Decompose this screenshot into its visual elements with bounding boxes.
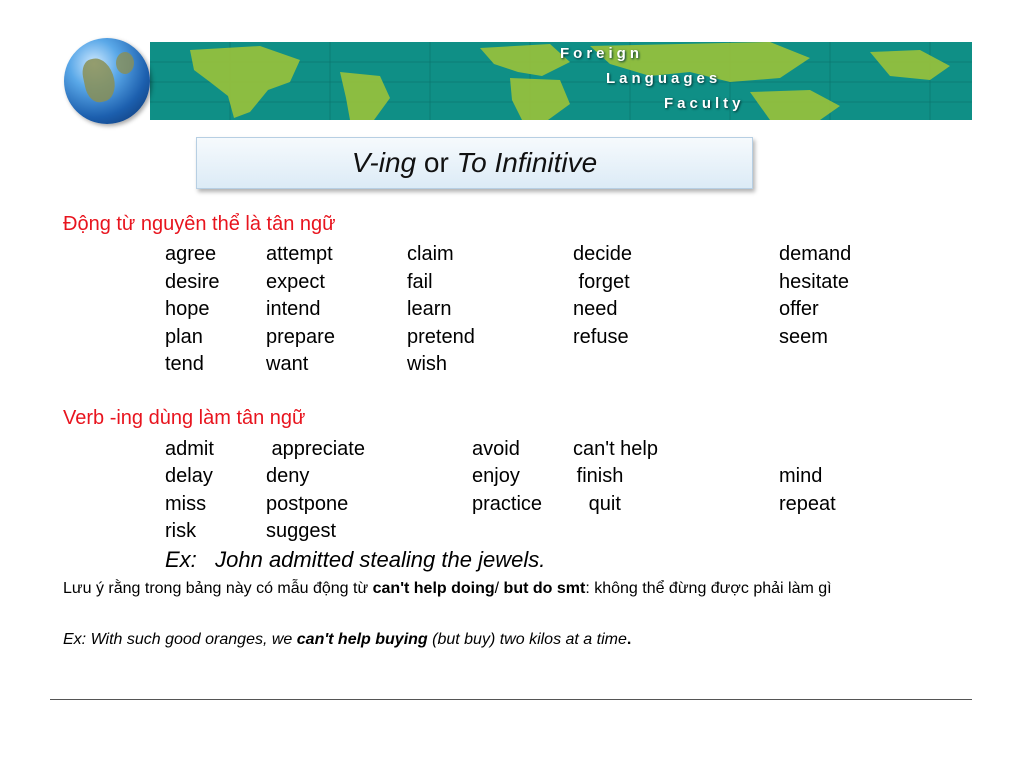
example2-end: . (626, 631, 632, 648)
section2-heading: Verb -ing dùng làm tân ngữ (63, 407, 306, 429)
s1-word: need (573, 298, 618, 320)
s2-word: mind (779, 465, 823, 487)
banner-line-languages: Languages (606, 70, 722, 87)
s1-word: plan (165, 326, 203, 348)
s2-word: miss (165, 493, 207, 515)
s1-word: want (266, 353, 309, 375)
s1-word: refuse (573, 326, 629, 348)
section1-heading: Động từ nguyên thể là tân ngữ (63, 213, 336, 235)
s1-word: attempt (266, 243, 333, 265)
s1-word: prepare (266, 326, 335, 348)
s1-word: wish (407, 353, 448, 375)
example-sentence-1: Ex: John admitted stealing the jewels. (165, 547, 546, 572)
footer-divider (50, 699, 972, 700)
s1-word: fail (407, 271, 433, 293)
note-prefix: Lưu ý rằng trong bảng này có mẫu động từ (63, 580, 373, 597)
s1-word: decide (573, 243, 632, 265)
s2-word: finish (560, 465, 624, 487)
s1-word: claim (407, 243, 454, 265)
s1-word: pretend (407, 326, 475, 348)
example-sentence-2 (63, 631, 631, 649)
title-part1: V-ing (351, 147, 417, 178)
s2-word: risk (165, 520, 197, 542)
s1-word: desire (165, 271, 220, 293)
s1-word: agree (165, 243, 217, 265)
s1-word: forget (573, 271, 630, 293)
s1-word: seem (779, 326, 828, 348)
header-banner (50, 28, 972, 130)
banner-line-foreign: Foreign (560, 45, 643, 62)
s1-word: demand (779, 243, 852, 265)
note-bold-phrase-2: but do smt (503, 580, 586, 597)
s2-word: quit (572, 493, 621, 515)
example2-prefix: Ex: With such good oranges, we (63, 631, 297, 648)
s1-word: intend (266, 298, 321, 320)
example2-suffix: (but buy) two kilos at a time (427, 631, 627, 648)
s1-word: offer (779, 298, 819, 320)
s2-word: suggest (266, 520, 337, 542)
note-bold-phrase-1: can't help doing (372, 580, 495, 597)
s2-word: delay (165, 465, 213, 487)
s1-word: expect (266, 271, 325, 293)
s2-word: can't help (573, 438, 658, 460)
s2-word: appreciate (266, 438, 365, 460)
s2-word: enjoy (472, 465, 520, 487)
s2-word: avoid (472, 438, 520, 460)
title-connector: or (416, 147, 457, 178)
s2-word: practice (472, 493, 543, 515)
s2-word: postpone (266, 493, 349, 515)
s1-word: hope (165, 298, 210, 320)
s1-word: hesitate (779, 271, 850, 293)
s2-word: admit (165, 438, 214, 460)
slide-title (196, 137, 753, 189)
s2-word: repeat (779, 493, 836, 515)
note-suffix: : không thể đừng được phải làm gì (585, 580, 832, 597)
note-separator: / (494, 580, 504, 597)
title-part2: To Infinitive (456, 147, 598, 178)
s2-word: deny (266, 465, 310, 487)
example2-bold: can't help buying (296, 631, 428, 648)
globe-icon (64, 38, 150, 124)
s1-word: learn (407, 298, 452, 320)
usage-note (63, 578, 963, 600)
s1-word: tend (165, 353, 204, 375)
banner-line-faculty: Faculty (664, 95, 745, 112)
